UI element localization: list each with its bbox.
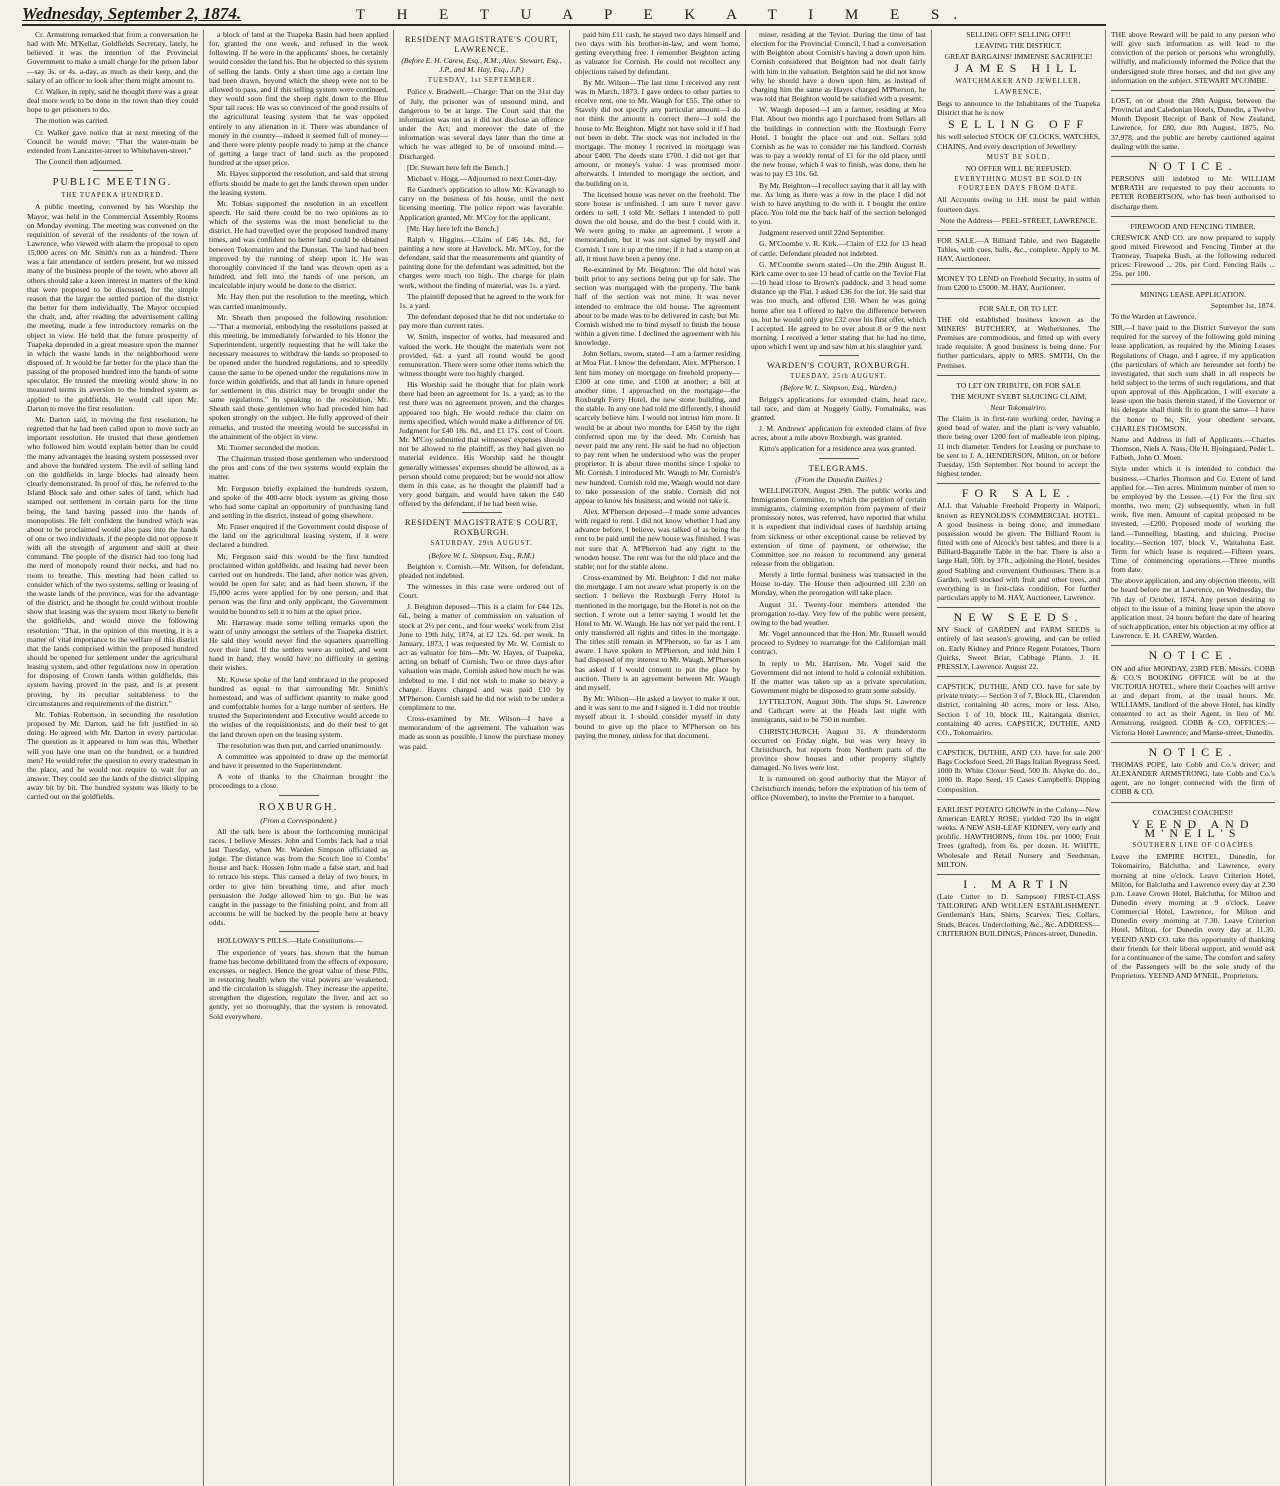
paragraph: LYTTELTON, August 30th. The ships St. Lawrence and Cathcart were at the Heads last night with immigrants, said to be 750 in number. xyxy=(751,697,926,725)
paragraph: By Mr. Wilson—He asked a lawyer to make it out, and it was sent to me and I signed it. I did not trouble myself about it. I should consider myself in duty bound to give up the place to M'Pherson on his paying the money, unless for that document. xyxy=(575,694,740,740)
paragraph: His Worship said he thought that for plain work there had been an agreement for 1s. a yard; as to the rest there was no agreement proven, and the charges appeared too high. He would reduce the claim on items specified, which would make a difference of £6. Judgment for £40 18s. 8d., and £1 17s. cost of Court. Mr. M'Coy submitted that witnesses' expenses should not be allowed to the plaintiff, as they had given no material evidence. His Worship said he thought generally witnesses' expenses should be allowed, as a person should come prepared; but he would not allow them in this case, as he thought the plaintiff had a very good bargain, and would have taken the £40 offered by the defendant, if he had been wise. xyxy=(399,380,564,509)
paragraph: [Mr. Hay here left the Bench.] xyxy=(407,223,499,233)
paragraph: John Sellars, sworn, stated—I am a farmer residing at Moa Flat. I know the defendant, Alex. M'Pherson. I lent him money on mortgage on freehold property—£300 at one time, and £100 at another; a bill at another time. I approached on the mortgage—the Roxburgh Ferry Hotel, the new stone building, and the stable. In any one had told me differently, I should scarcely believe him. I would not intrust him more. It would be at about two months for £450 by the right conferred upon me by the deed. Mr. Cornish has never paid me any rent. He said he had no objection to pay rent when he understood who was the proper proprietor. It is about three months since I spoke to Mr. Cornish. I introduced Mr. Waugh to Mr. Cornish's new hundred. Cornish told me, Waugh would not dare to take possession of the stable. Cornish did not appear to know his business, and would not take it. xyxy=(575,349,740,505)
paragraph: miner, residing at the Teviot. During the time of last election for the Provincial Council, I had a conversation with Beighton about Cornish's having a down upon him. Cornish considered that Beighton had not dealt fairly with him in the valuation. Beighton said he did not know why he should have a down upon him, as instead of charging him the same as Hayes charged M'Pherson, he was told that Beighton would be satisfied with a present. xyxy=(751,30,926,104)
divider xyxy=(1111,645,1275,646)
advert-date: September 1st, 1874. xyxy=(1210,300,1275,310)
section-heading: TELEGRAMS. xyxy=(808,462,869,473)
divider xyxy=(462,512,502,513)
advert-heading: SELLING OFF! SELLING OFF!! xyxy=(966,30,1071,39)
paragraph: Cr. Walker gave notice that at next meeting of the Council he would move: "That the water-main be extended from Lancaster-street to Whitehaven-street." xyxy=(27,127,198,155)
paragraph: A committee was appointed to draw up the memorial and have it presented to the Superintendent. xyxy=(209,751,388,771)
divider xyxy=(937,874,1100,875)
paragraph: W. Waugh deposed—I am a farmer, residing at Moa Flat. About two months ago I purchased from Sellars all the buildings in connection with the Roxburgh Ferry Hotel. I bought the place out and out. Sellars told Cornish as he was to consider me his landlord. Cornish was to pay a weekly rental of £1 for the old place, until the new house, which I was to finish, was done, then he was to pay £3 10s. 6d. xyxy=(751,105,926,179)
paragraph: The Chairman trusted those gentlemen who understood the pros and cons of the two systems would explain the matter. xyxy=(209,454,388,482)
paragraph: Cr. Walker, in reply, said he thought there was a great deal more work to be done in the town than they could hope to get prisoners to do. xyxy=(27,86,198,115)
paragraph: In reply to Mr. Harrison, Mr. Vogel said the Government did not intend to hold a colonial exhibition. If the matter was taken up as a private speculation, Government might be disposed to grant some subsidy. xyxy=(751,658,926,695)
advert-text: The above application, and any objection thereto, will be heard before me at Lawrence, on Wednesday, the 7th day of October, 1874. Any person desiring to object to the issue of a mining lease upon the above application must, 24 hours before the date of hearing of such application, enter his objection at my office at Lawrence. E. H. CAREW, Warden. xyxy=(1111,576,1275,641)
paragraph: paid him £11 cash, he stayed two days himself and two days with his brother-in-law, and went home, getting everything free. I remember Beighton acting as valuator for Cornish. He could not recollect any objections raised by defendant. xyxy=(575,30,740,76)
advert-heading: TO LET ON TRIBUTE, OR FOR SALE xyxy=(956,380,1081,390)
advert-text: MONEY TO LEND on Freehold Security, in sums of from £200 to £5000. M. HAY, Auctioneer. xyxy=(937,274,1100,293)
divider xyxy=(1111,284,1275,285)
paragraph: The defendant deposed that he did not undertake to pay more than current rates. xyxy=(399,312,564,331)
section-heading: ROXBURGH. xyxy=(258,801,339,813)
paragraph: WELLINGTON, August 29th. The public works and Immigration Committee, to which the petition of certain immigrants, claiming exemption from payment of their promissory notes, was referred, have reported that whilst it is expedient that individual cases of hardship arising from sickness or other exceptional cause be relieved by extension of time of payment, or otherwise, the Committee see no reason to recommend any general release from the obligation. xyxy=(751,485,926,568)
section-heading: PUBLIC MEETING. xyxy=(52,177,173,189)
divider xyxy=(1111,742,1275,743)
section-heading: RESIDENT MAGISTRATE'S COURT, LAWRENCE. xyxy=(404,34,559,54)
paragraph: G. M'Coombe v. R. Kirk.—Claim of £32 for 13 head of cattle. Defendant pleaded not indebted. xyxy=(751,239,926,258)
divider xyxy=(937,607,1100,608)
divider xyxy=(937,483,1100,484)
paragraph: All the talk here is about the forthcoming municipal races. I believe Messrs. John and Combs Jack had a trial last Tuesday, when Mr. Warden Simpson officiated as judge. The distance was from the Scotch line to Combs' house and back. Hossen John made a false start, and had to retrace his steps. This caused a delay of two hours, in order to give him breathing time, and after much persuasion the Judge allowed him to go. But he was caught in the passage to the finishing point, and from all accounts he will be backed by the people here at heavy odds. xyxy=(209,826,388,928)
divider xyxy=(1111,90,1275,91)
advertiser-trade: WATCHMAKER AND JEWELLER, xyxy=(955,77,1082,85)
divider xyxy=(937,799,1100,800)
advert-text: LOST, on or about the 28th August, between the Provincial and Caledonian Hotels, Dunedin, a Twelve Month Deposit Receipt of Bank of New Zealand, Lawrence, for £80, due 8th August, 1875, No. 37,978, and the public are hereby cautioned against dealing with the same. xyxy=(1111,95,1275,151)
paragraph: Cross-examined by Mr. Wilson—I have a memorandum of the agreement. The valuation was made as soon as possible. I know the purchase money was paid. xyxy=(399,714,564,751)
advert-text: PERSONS still indebted to Mr. WILLIAM M'BRATH are requested to pay their accounts to PETER ROBERTSON, who has been authorised to discharge them. xyxy=(1111,174,1275,211)
divider xyxy=(1111,216,1275,217)
advertiser-name: YEEND AND M'NEIL'S xyxy=(1131,816,1255,840)
advert-text: CRESWICK AND CO. are now prepared to supply good mixed Firewood and Fencing Timber at the Tramway, Tuapeka Bush, at the following reduced prices: Firewood ... 20s. per Cord. Fencing Rails ... 25s. per 100. xyxy=(1111,232,1275,279)
advertiser-name: JAMES HILL xyxy=(954,61,1083,76)
paragraph: a block of land at the Tuapeka Basin had been applied for, granted the one week, and refused in the week following. If he were in the applicants' shoes, he certainly would consider the land his. But he objected to this system of selling the lands. Only a short time ago a certain line had been drawn, beyond which the sheep were not to be allowed to pass, and if this selling system were continued, they would soon find the sheep right down to the Blue Spur tail races. He was so convinced of the good results of the agricultural leasing system that he was opposed entirely to any alienation in it. There was abundance of money in the country—indeed it seemed full of money—and there were plenty people ready to jump at the chance of getting a large tract of land such as the proposed hundred at the upset price. xyxy=(209,30,388,168)
paragraph: J. Beighton deposed—This is a claim for £44 12s. 6d., being a matter of commission on valuation of stock at 2½ per cent., and four weeks' work from 21st June to 19th July, 1874, at £2 12s. 6d. per week. In January, 1873, I was requested by Mr. W. Cornish to act as valuator for him—Mr. W. Hayes, of Tuapeka, acting on behalf of Cornish. Two or three days after valuation was made, Cornish asked how much he was indebted to me. I did not wish to make so heavy a charge. Hayes charged and was paid £10 by M'Pherson. Cornish said he did not wish to be under a compliment to me. xyxy=(399,602,564,712)
paragraph: Judgment reserved until 22nd September. xyxy=(759,228,885,238)
paragraph: The plaintiff deposed that he agreed to the work for 1s. a yard. xyxy=(399,291,564,310)
advert-text: MY Stock of GARDEN and FARM SEEDS is entirely of last season's growing, and can be relied on. Early Kidney and Prince Regent Potatoes, Thorn Quicks, Sweet Briar, Cabbage Plants. J. H. PRESSLY, Lawrence. August 22. xyxy=(937,625,1100,671)
advert-subheading: SOUTHERN LINE OF COACHES xyxy=(1132,842,1254,850)
paragraph: Mr. Vogel announced that the Hon. Mr. Russell would proceed to Sydney to rearrange for the Californian mail contract. xyxy=(751,629,926,657)
paragraph: Mr. Hay then put the resolution to the meeting, which was carried unanimously. xyxy=(209,292,388,311)
paragraph: The experience of years has shown that the human frame has become debilitated from the effects of exposure, excesses, or neglect. Hence the great value of these Pills, in restoring health when the vital powers are weakened, and the circulation is sluggish. They increase the appetite, strengthen the digestion, regulate the liver, and act so gently, yet so thoroughly, that the system is renovated. Sold everywhere. xyxy=(209,947,388,1021)
advert-text: ALL that Valuable Freehold Property in Waipori, known as REYNOLDS'S COMMERCIAL HOTEL. A good business is being done, and immediate possession would be given. The Billiard Room is fitted with one of Alcock's best tables, and there is a Billiard-Bagatelle Table in the bar. There is also a large Hall, 50ft. by 37ft., adjoining the Hotel, besides good Stabling and convenient Outhouses. There is a Garden, well stocked with fruit and other trees, and everything is in first-class condition. For further particulars apply to M. HAY, Auctioneer, Lawrence. xyxy=(937,501,1100,602)
advert-text: THOMAS POPE, late Cobb and Co.'s driver; and ALEXANDER ARMSTRONG, late Cobb and Co.'s agent, are no longer connected with the firm of COBB & CO. xyxy=(1111,759,1275,797)
column-4 xyxy=(570,30,746,1486)
paragraph: Mr. Ferguson said this would be the first hundred proclaimed within goldfields, and leasing had never been carried out on hundreds. The land, after notice was given, would be open for sale; and as had been shown, if the 15,000 acres were applied for by one person, and that person was the first and only applicant, the Government would be bound to sell it to him at the upset price. xyxy=(209,551,388,616)
advert-text: The Claim is in first-rate working order, having a good head of water, and the plant is very valuable, there being over 1200 feet of malleable iron piping, 11 inch diameter. Tenders for Leasing or purchase to be sent to J. A. HENDERSON, Milton, on or before Tuesday, 15th September. Not bound to accept the highest tender. xyxy=(937,414,1100,479)
divider xyxy=(279,931,319,932)
paragraph: Mr. Hayes supported the resolution, and said that strong efforts should be made to get the lands thrown open under the leasing system. xyxy=(209,169,388,197)
paragraph: Cr. Armstrong remarked that from a conversation he had with Mr. M'Kellar, Goldfields Secretary, lately, he believed it was the intention of the Provincial Government to make a small charge for the prison labor—say 3s. or 4s. a-day, as much as their keep, and the salary of an officer to look after them might amount to. xyxy=(27,30,198,85)
paragraph: W. Smith, inspector of works, had measured and valued the work. He thought the materials were not provided, 6d. a yard all round would be good remuneration. There were some other items which the witness thought were too highly charged. xyxy=(399,332,564,378)
divider xyxy=(279,795,319,796)
paragraph: Mr. Fraser enquired if the Government could dispose of the land on the agricultural leasing system, if it were declared a hundred. xyxy=(209,522,388,550)
column-3 xyxy=(394,30,570,1486)
advert-text: ON and after MONDAY, 23RD FEB. Messrs. COBB & CO.'S BOOKING OFFICE will be at the VICTORIA HOTEL, where their Coaches will arrive at and depart from, at the usual hours. Mr. WILLIAMS, landlord of the above Hotel, has kindly consented to act as their Agent, in lieu of Mr. Armstrong, resigned. COBB & CO. OFFICES:—Victoria Hotel Lawrence; and Manse-street, Dunedin. xyxy=(1111,663,1275,737)
divider xyxy=(937,375,1100,376)
paragraph: CHRISTCHURCH, August 31. A thunderstorm occurred on Friday night, but was very heavy in Christchurch, but reports from Northern parts of the province show houses and other property slightly damaged. No lives were lost. xyxy=(751,726,926,773)
advert-text: To the Warden at Lawrence. xyxy=(1111,311,1197,321)
divider xyxy=(1111,802,1275,803)
advert-text: his well selected STOCK OF CLOCKS, WATCHES, CHAINS, And every description of Jewellery. xyxy=(937,132,1100,151)
advert-subheading: GREAT BARGAINS! IMMENSE SACRIFICE! xyxy=(944,52,1093,62)
advert-heading: NEW SEEDS. xyxy=(953,610,1084,625)
advert-text: Leave the EMPIRE HOTEL, Dunedin, for Tokomairiro, Balclutha, and Lawrence, every morning at nine o'clock. Leave Criterion Hotel, Milton, for Balclutha and Lawrence every day at 2.30 p.m. Leave Crown Hotel, Balclutha, for Milton and Dunedin every morning at 9 o'clock. Leave Commercial Hotel, Lawrence, for Milton and Dunedin every morning at 7.30. Leave Criterion Hotel, Milton, for Dunedin every day at 11.30. YEEND AND CO. take this opportunity of thanking their friends for their liberal support, and would ask for a continuance of the same. The comfort and safety of the Passengers will be the sole study of the Proprietors. YEEND AND M'NEIL, Proprietors. xyxy=(1111,852,1275,981)
advert-heading: COACHES! COACHES!! xyxy=(1152,807,1234,817)
advert-text: EVERYTHING MUST BE SOLD IN FOURTEEN DAYS FROM DATE. xyxy=(954,176,1083,193)
paragraph: Mr. Tobias supported the resolution in an excellent speech. He said there could be no two opinions as to which of the systems was the most beneficial to the district. He had travelled over the proposed hundred many times, and was confident no better land could be obtained between Tokomairiro and the Dunstan. The land had been improved by the running of sheep upon it. He was thoroughly convinced if the land was thrown open as a hundred, and fell into the hands of one person, an incalculable injury would be done to the district. xyxy=(209,198,388,291)
paragraph: It is rumoured on good authority that the Mayor of Christchurch intends, before the expiration of his term of office (November), to invite the Premier to a banquet. xyxy=(751,774,926,802)
advert-heading: FIREWOOD AND FENCING TIMBER. xyxy=(1130,221,1256,231)
advert-text: EARLIEST POTATO GROWN in the Colony—New American EARLY ROSE; yielded 720 lbs in eight weeks. A NEW ASH-LEAF KIDNEY, very early and prolific. HAWTHORNS, from 10s. per 1000; Fruit Trees (grafted), from 6s. per dozen. H. WHITE, Wholesale and Retail Nursery and Seedsman, MILTON. xyxy=(937,804,1100,869)
paragraph: A vote of thanks to the Chairman brought the proceedings to a close. xyxy=(209,772,388,791)
advert-banner: SELLING OFF xyxy=(947,117,1089,132)
divider xyxy=(819,355,859,356)
paragraph: Mr. Toomer seconded the motion. xyxy=(217,442,320,452)
advert-text: Style under which it is intended to conduct the business.—Charles Thomson and Co. Extent of land applied for.—Ten acres. Minimum number of men to be employed by the Lessee.—(1) For the first six months, two men; (2) subsequently, when in full work, five men. Amount of capital proposed to be invested, —£200. Proposed mode of working the land.—Tunnelling, blasting, and sluicing. Precise locality.—Section 107, block V., Waitahuna East. Term for which lease is required.—Fifteen years. Time of commencing operations.—Three months from date. xyxy=(1111,464,1275,575)
advert-text: CAPSTICK, DUTHIE, AND CO. have for sale 200 Bags Cocksfoot Seed, 20 Bags Italian Ryegrass Seed, 1000 lb. White Clover Seed, 500 lb. Alsyke do. do., 1000 lb. Rape Seed, 15 Cases Campbell's Dipping Composition. xyxy=(937,748,1100,794)
paragraph: [Dr. Stewart here left the Bench.] xyxy=(407,162,508,172)
divider xyxy=(1111,156,1275,157)
paragraph: Mr. Tobias Robertson, in seconding the resolution proposed by Mr. Darton, said he felt justified in so doing. He agreed with Mr. Darton in every particular. The question as it appeared to him was this, Whether will you have one man on the hundred, or a hundred men? He would refer the question to every tradesman in the place, and he would not require to wait for an answer. They could see the lands of the district slipping away bit by bit. The hundred system was likely to be carried out on the goldfields. xyxy=(27,709,198,802)
paragraph: G. M'Coombe sworn stated—On the 29th August R. Kirk came over to see 13 head of cattle on the Teviot Flat—10 head close to Brown's paddock, and 3 head some distance up the Flat. I asked £36 for the lot. He said that was too much, and offered £30. When he was going home after tea I offered to halve the difference between us, but he would only give £32 over his first offer, which I accepted. He agreed to be over about 8 or 9 the next morning. I received a letter stating that he had no time, upon which I went up and saw him at his slaughter yard. xyxy=(751,259,926,352)
paragraph: The licensed house was never on the freehold. The store house is unfinished. I am sure I never gave orders to sell. I told Mr. Sellars I intended to pull down the old house, and do the best I could with it. We were going to make an agreement. I wrote a memorandum, but it was not signed by myself and Cornish. I tore it up at the time; if it had a stamp on at all, it must have been a penny one. xyxy=(575,189,740,263)
paragraph: Mr. Harraway made some telling remarks upon the want of unity amongst the settlers of the Tuapeka district. He said they would never find the squatters quarrelling over their land. If the settlers were as united, and went hand in hand, they would have no difficulty in getting their wishes. xyxy=(209,617,388,673)
column-6 xyxy=(932,30,1106,1486)
paragraph: Mr. Sheath then proposed the following resolution:—"That a memorial, embodying the resolutions passed at this meeting, be immediately forwarded to his Honor the Superintendent, urgently requesting that he will take the necessary measures to withdraw the lands so proposed to be opened under the hundred regulations, and to speedily cause the same to be opened under the regulations now in force within goldfields, and that all lands in future opened for settlement in this district may be brought under the same regulations." In speaking to the resolution, Mr. Sheath said those gentlemen who had preceded him had spoken strongly on the subject. He fully approved of their remarks, and trusted the meeting would be successful in the attainment of the object in view. xyxy=(209,312,388,441)
advertiser-name: THE MOUNT SYEBT SLUICING CLAIM, xyxy=(950,391,1087,401)
divider xyxy=(937,298,1100,299)
paragraph: The resolution was then put, and carried unanimously. xyxy=(217,740,382,750)
issue-date: Wednesday, September 2, 1874. xyxy=(22,4,242,23)
paragraph: The Council then adjourned. xyxy=(35,157,122,167)
byline: (From a Correspondent.) xyxy=(260,815,337,825)
advert-heading: FOR SALE, OR TO LET. xyxy=(979,303,1058,313)
paragraph: The witnesses in this case were ordered out of Court. xyxy=(399,581,564,601)
section-date: TUESDAY, 1st SEPTEMBER. xyxy=(427,77,536,85)
advert-text: THE old established business known as the MINERS' BUTCHERY, at Wetherstones. The Premises are commodious, and fitted up with every trade requisite. A good business is being done. For further particulars, apply to MRS. SMITH, On the Premises. xyxy=(937,314,1100,370)
column-7 xyxy=(1106,30,1280,1486)
advert-heading: NOTICE. xyxy=(1148,648,1238,663)
paragraph: Merely a little formal business was transacted in the House to-day. The House then adjourned till 2.30 on Monday, when the prorogation will take place. xyxy=(751,570,926,598)
advertiser-town: LAWRENCE, xyxy=(994,88,1043,96)
paragraph: Michael v. Hogg.—Adjourned to next Court-day. xyxy=(407,173,557,183)
section-date: SATURDAY, 29th AUGUST. xyxy=(430,540,533,548)
advert-text: MUST BE SOLD. xyxy=(986,153,1051,161)
advert-heading: NOTICE. xyxy=(1148,744,1238,759)
paragraph: Kitto's application for a residence area was granted. xyxy=(759,444,916,454)
advert-text: THE above Reward will be paid to any person who will give such information as will lead to the conviction of the person or persons who wrongfully, wilfully, and maliciously informed the Police that the undersigned stole three horses, and did not give any information on the subject. STEWART M'COMBE. xyxy=(1111,30,1275,85)
column-1 xyxy=(22,30,204,1486)
divider xyxy=(937,676,1100,677)
paragraph: By Mr. Beighton—I recollect saying that it all lay with me. As long as there was a row in the place I did not wish to have anything to do with it. I bought the entire place. You told me the back half of the section belonged to you. xyxy=(751,180,926,227)
advert-location: Near Tokomairiro. xyxy=(990,403,1047,412)
advert-text: Name and Address in full of Applicants.—Charles Thomson, Niels A. Nass, Ole H. Bjoingaard, Peder L. Falbeth, John O. Moen. xyxy=(1111,434,1275,463)
advert-subheading: LEAVING THE DISTRICT. xyxy=(975,41,1062,51)
advert-text: CAPSTICK, DUTHIE, AND CO. have for sale by private treaty:— Section 3 of 7, Block III., Clarendon district, containing 40 acres, more or less. Also, Section 1 of 10, block III., Kaitangata district, containing 40 acres. CAPSTICK, DUTHIE, AND CO., Tokomairiro. xyxy=(937,682,1101,737)
newspaper-title: T H E T U A P E K A T I M E S. xyxy=(355,7,972,23)
section-heading: WARDEN'S COURT, ROXBURGH. xyxy=(767,360,910,371)
paragraph: A public meeting, convened by his Worship the Mayor, was held in the Commercial Assembly Rooms on Monday evening. The meeting was convened on the requisition of several of the residents of the town of Lawrence, who viewed with alarm the proposal to open 15,000 acres on Mr. Smith's run as a hundred. There was a fair attendance of settlers present, but we missed many of the business people of the town, who above all others should take a keen interest in matters of the kind that were proposed to be discussed, for the simple reason that the larger the settled portion of the district the better for them individually. The Mayor occupied the chair, and, after reading the advertisement calling the meeting, made a few introductory remarks on the object in view. He held that the future prosperity of Tuapeka depended in a great measure upon the manner in which the waste lands in the neighborhood were disposed of. It would be far better for the place than the passing of the proposed hundred into the hands of some speculator. He trusted the meeting would show in no measured terms its aversion to the hundred system as applied to the goldfields. He would call upon Mr. Darton to move the first resolution. xyxy=(27,202,198,413)
paragraph: August 31. Twenty-four members attended the prorogation to-day. Very few of the public were present, owing to the bad weather. xyxy=(751,599,926,627)
advert-heading: FOR SALE. xyxy=(961,486,1076,501)
section-subheading: THE TUAPEKA HUNDRED. xyxy=(61,192,164,200)
divider xyxy=(937,742,1100,743)
paragraph: The motion was carried. xyxy=(35,116,109,126)
advert-text: All Accounts owing to J.H. must be paid within fourteen days. xyxy=(937,195,1100,214)
section-date: TUESDAY, 25th AUGUST. xyxy=(790,373,887,381)
paragraph: Ralph v. Higgins.—Claim of £46 14s. 8d., for painting a new store at Havelock. Mr. M'Coy, for the defendant, said that the measurements and quantity of painting done for the defendant was admitted, but the charges were much too high. The charge for plain work, without the finding of material, was 1s. a yard. xyxy=(399,234,564,290)
paragraph: Re-examined by Mr. Beighton: The old hotel was built prior to any sections being put up for sale. The section was mortgaged with the property. The bank half of the section was not mine. It was never intended to embrace the old house. The agreement about to be made was to be delivered in cash; but Mr. Cornish wished me to bind myself to finish the house within a given time. I declined the agreement with his knowledge. xyxy=(575,264,740,348)
paragraph: Mr. Kowse spoke of the land embraced in the proposed hundred as equal to that surrounding Mr. Smith's homestead, and was of sufficient quantity to make good and comfortable homes for a large number of settlers. He trusted the Superintendent and Executive would accede to the wishes of the requisitionists, and do their best to get the land thrown open on the leasing system. xyxy=(209,674,388,739)
divider xyxy=(819,458,859,459)
paragraph: Re Gardner's application to allow Mr. Kavanagh to carry on the business of his house, until the next licensing meeting. The police report was favorable. Application granted, Mr. M'Coy for the applicant. xyxy=(399,185,564,222)
paragraph: Mr. Ferguson briefly explained the hundreds system, and spoke of the 400-acre block system as giving those who had some capital an opportunity of purchasing land and settling in the district, instead of going elsewhere. xyxy=(209,483,388,520)
column-5 xyxy=(746,30,932,1486)
advert-text: (Late Cutter to D. Sampson) FIRST-CLASS TAILORING AND WOLLEN ESTABLISHMENT. Gentleman's Hats, Shirts, Scarves, Ties, Collars, Studs, Braces. Underclothing, &c., &c. ADDRESS— CRITERION BUILDINGS, Princes-street, Dunedin. xyxy=(937,892,1100,938)
paragraph: Mr. Darton said, in moving the first resolution, he regretted that he had been called upon to move such an important resolution. He trusted that those gentlemen who followed him would explain better than he could the many advantages the leasing system possessed over and above the hundred system. The evil of selling land on the goldfields in large blocks had already been clearly demonstrated. In proof of this, he referred to the Island Block sale and other sales of land, which had stamped out settlement in certain parts for the time being, the land having passed into the hands of monopolists. He felt confident the hundred which was about to be proclaimed would also pass into the hands of one or two individuals, if the people did not oppose it with all the strength of argument and skill at their command. The people of the district had too long had the nerd of monopoly round their necks, and had no room to breathe. This meeting had been called to consider which of the two systems, selling or leasing of the waste lands of the province, was for the advantage of the district, and he thought he could without trouble show that leasing was the system most likely to benefit the goldfields, and would move the following resolution: "That, in the opinion of this meeting, it is a matter of vital importance to the welfare of this district that the lands comprised within the proposed hundred should be opened for settlement under the agricultural leasing system, and other regulations now in operation for disposing of Crown lands within goldfields, this system having proved in the past, and is at present proving, by its peculiar suitableness to the circumstances and requirements of the district." xyxy=(27,414,198,708)
column-2 xyxy=(204,30,394,1486)
paragraph: Briggs's applications for extended claim, head race, tail race, and dam at Nuggety Gully, Fomalnaks, was granted. xyxy=(751,394,926,422)
section-heading: RESIDENT MAGISTRATE'S COURT, ROXBURGH. xyxy=(404,517,559,538)
advert-heading: MINING LEASE APPLICATION. xyxy=(1139,289,1247,299)
advert-heading: NOTICE. xyxy=(1148,158,1238,173)
advert-heading: HOLLOWAY'S PILLS.—Hale Constitutions.— xyxy=(217,936,363,946)
paragraph: Alex. M'Pherson deposed—I made some advances with regard to rent. I did not know whether I had any advance before. I believe, was talked of as being the rent to be paid until the new house was finished. I was not sure that A. M'Pherson had any right to the wooden house. The rent was for the old place and the stable; not for the stable alone. xyxy=(575,506,740,571)
advert-text: FOR SALE.—A Billiard Table, and two Bagatelle Tables, with cues, balls, &c., complete. Apply to M. HAY, Auctioneer. xyxy=(937,235,1100,264)
byline: (Before E. H. Carew, Esq., R.M., Alex. Stewart, Esq., J.P., and M. Hay, Esq., J.P.) xyxy=(401,56,562,75)
advert-text: SIR,—I have paid to the District Surveyor the sum required for the survey of the following gold mining lease application, as required by the Mining Leases Regulations of Otago, and I agree, if my application (the particulars of which are hereunder set forth) be investigated, that such sum shall in all respects be held subject to the terms of such regulations, and that upon approval of this Application, I will execute a lease upon the basis therein stated, if the Governor or his delegate shall think fit to grant the same—I have the honor to be, Sir, your obedient servant, CHARLES THOMSON. xyxy=(1111,323,1275,433)
advertiser-name: I. MARTIN xyxy=(963,876,1074,891)
divider xyxy=(937,268,1100,269)
divider xyxy=(93,170,133,171)
paragraph: By Mr. Wilson—The last time I received any rent was in March, 1873. I gave orders to other parties to receive rent, one to Mr. Waugh for £55. The other to Stavely did not specify any particular amount—I do not think the amount is correct there—I sold the house to Mr. Beighton. Might not have sold it if I had not been in debt. The stock was not included in the mortgage. The money I received in mortgage was about £400. The deeds state £700. I did not get that amount, or money's value. I was promised more afterwards. I intended to mortgage the section, and the building on it. xyxy=(575,77,740,188)
advert-text: Begs to announce to the Inhabitants of the Tuapeka District that he is now xyxy=(937,98,1100,118)
byline: (Before W. L. Simpson, Esq., Warden.) xyxy=(780,383,897,393)
divider xyxy=(937,230,1100,231)
advert-address: Note the Address— PEEL-STREET, LAWRENCE. xyxy=(939,215,1097,225)
paragraph: Cross-examined by Mr. Beighton: I did not make the mortgage. I am not aware what property is on the section. I believe the Roxburgh Ferry Hotel is mentioned in the mortgage, but the Hotel is not on the section. I wrote out a letter saying I would let the Hotel to Mr. W. Waugh. He has not yet paid the rent. I only transferred all rights and titles in the mortgage. The titles still remain in M'Pherson, so far as I am aware. I have spoken to M'Pherson, and told him I had disposed of my interest to Mr. Waugh. M'Pherson has asked if I would consent to put the place by auction. There is an agreement between Mr. Waugh and myself. xyxy=(575,573,740,692)
paragraph: Police v. Bradwell.—Charge: That on the 31st day of July, the prisoner was of unsound mind, and dangerous to be at large. The Court said that the information was not as it did not disclose an offence under the Act; and moreover the date of the information was several days later than the time at which he was alleged to be of unsound mind.—Discharged. xyxy=(399,87,564,161)
paragraph: Beighton v. Cornish.—Mr. Wilson, for defendant, pleaded not indebted. xyxy=(399,561,564,580)
columns xyxy=(22,30,1275,1486)
masthead xyxy=(22,4,1106,26)
advert-text: NO OFFER WILL BE REFUSED. xyxy=(965,163,1072,173)
byline: (Before W. L. Simpson, Esq., R.M.) xyxy=(428,550,535,560)
paragraph: J. M. Andrews' application for extended claim of five acres, about a mile above Roxburgh, was granted. xyxy=(751,424,926,443)
byline: (From the Dunedin Dailies.) xyxy=(795,474,882,484)
